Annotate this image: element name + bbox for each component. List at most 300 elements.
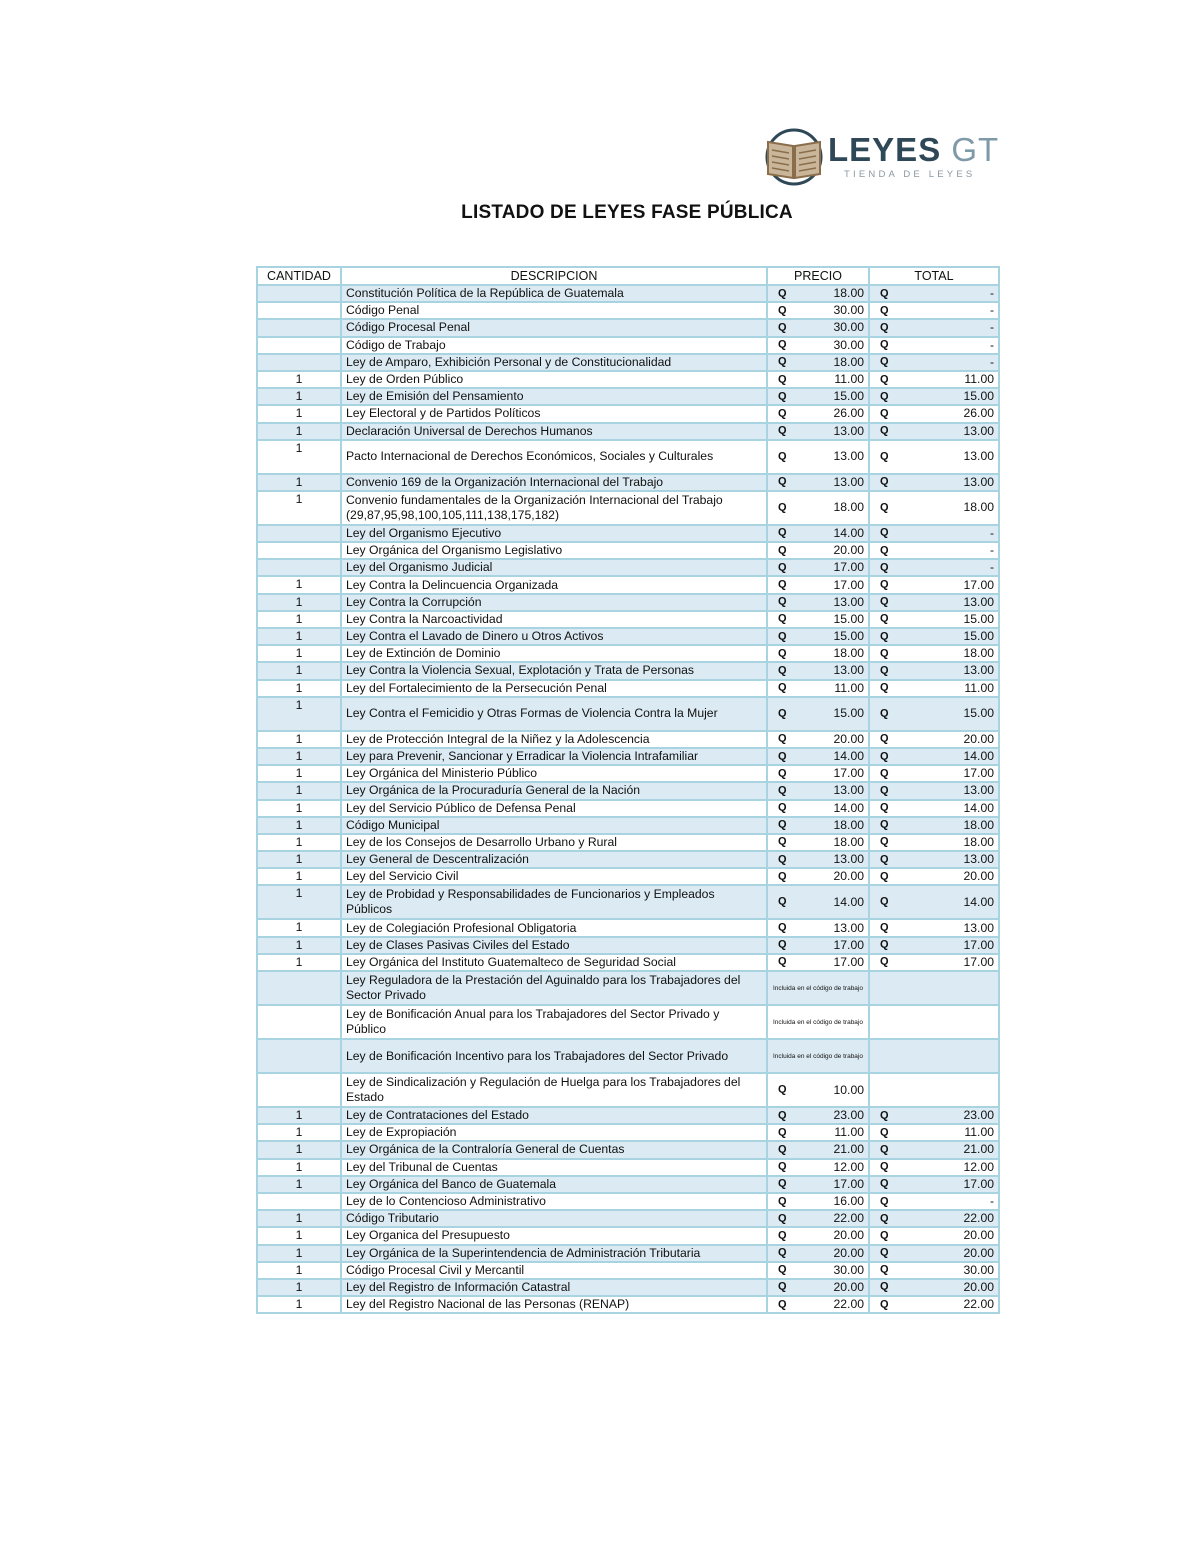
total-cell	[869, 697, 999, 731]
table-row	[257, 748, 999, 765]
description-cell: Ley del Fortalecimiento de la Persecución Penal	[341, 680, 767, 697]
total-cell	[869, 1124, 999, 1141]
quantity-cell: 1	[257, 405, 341, 422]
price-cell	[767, 525, 869, 542]
total-cell-value: 17.00	[963, 954, 994, 969]
price-cell-value: 30.00	[833, 1262, 864, 1277]
total-cell-value: 26.00	[963, 406, 994, 421]
total-cell-value: -	[989, 1194, 994, 1209]
total-cell-value: 18.00	[963, 817, 994, 832]
total-cell	[869, 937, 999, 954]
quantity-cell: 1	[257, 680, 341, 697]
price-cell-value: 20.00	[833, 1228, 864, 1243]
price-cell-value: 14.00	[833, 749, 864, 764]
currency-symbol: Q	[778, 407, 787, 420]
description-cell: Ley Contra la Narcoactividad	[341, 611, 767, 628]
quantity-cell: 1	[257, 662, 341, 679]
quantity-cell: 1	[257, 1210, 341, 1227]
quantity-cell	[257, 319, 341, 336]
table-row	[257, 1227, 999, 1244]
price-cell	[767, 680, 869, 697]
total-cell-value: 13.00	[963, 449, 994, 464]
total-cell-value: 18.00	[963, 646, 994, 661]
total-cell-value: 11.00	[964, 680, 994, 695]
total-cell-value: 14.00	[963, 749, 994, 764]
description-cell: Convenio fundamentales de la Organización Internacional del Trabajo (29,87,95,98,100,105,111,138,175,182)	[341, 491, 767, 525]
table-row	[257, 919, 999, 936]
description-cell: Ley Reguladora de la Prestación del Aguinaldo para los Trabajadores del Sector Privado	[341, 971, 767, 1005]
table-row	[257, 662, 999, 679]
currency-symbol: Q	[778, 1143, 787, 1156]
currency-symbol: Q	[778, 818, 787, 831]
currency-symbol: Q	[880, 921, 889, 934]
price-cell	[767, 748, 869, 765]
price-cell-value: 13.00	[833, 474, 864, 489]
currency-symbol: Q	[880, 938, 889, 951]
quantity-cell: 1	[257, 1227, 341, 1244]
total-cell-value: -	[989, 354, 994, 369]
price-cell	[767, 1210, 869, 1227]
currency-symbol: Q	[880, 287, 889, 300]
currency-symbol: Q	[880, 578, 889, 591]
total-cell	[869, 559, 999, 576]
description-cell: Ley Contra el Lavado de Dinero u Otros Activos	[341, 628, 767, 645]
currency-symbol: Q	[880, 355, 889, 368]
total-cell	[869, 1005, 999, 1039]
price-cell-value: 21.00	[833, 1142, 864, 1157]
currency-symbol: Q	[778, 1280, 787, 1293]
open-book-icon	[762, 128, 826, 186]
price-cell-value: 17.00	[833, 766, 864, 781]
currency-symbol: Q	[880, 373, 889, 386]
currency-symbol: Q	[880, 1246, 889, 1259]
currency-symbol: Q	[880, 784, 889, 797]
total-cell	[869, 1296, 999, 1313]
price-cell-value: 11.00	[834, 1125, 864, 1140]
currency-symbol: Q	[880, 1212, 889, 1225]
description-cell: Pacto Internacional de Derechos Económicos, Sociales y Culturales	[341, 440, 767, 474]
table-row	[257, 1005, 999, 1039]
total-cell-value: -	[989, 286, 994, 301]
quantity-cell	[257, 1039, 341, 1073]
currency-symbol: Q	[778, 1246, 787, 1259]
quantity-cell: 1	[257, 1279, 341, 1296]
table-row	[257, 371, 999, 388]
table-row	[257, 388, 999, 405]
description-cell: Ley Orgánica del Instituto Guatemalteco de Seguridad Social	[341, 954, 767, 971]
quantity-cell: 1	[257, 491, 341, 525]
price-cell	[767, 576, 869, 593]
price-cell	[767, 559, 869, 576]
table-row	[257, 542, 999, 559]
total-cell	[869, 285, 999, 302]
total-cell	[869, 662, 999, 679]
currency-symbol: Q	[880, 853, 889, 866]
total-cell	[869, 1245, 999, 1262]
currency-symbol: Q	[880, 1126, 889, 1139]
table-row	[257, 1039, 999, 1073]
description-cell: Ley Orgánica de la Contraloría General de Cuentas	[341, 1141, 767, 1158]
total-cell	[869, 1039, 999, 1073]
currency-symbol: Q	[880, 750, 889, 763]
price-cell	[767, 319, 869, 336]
table-row	[257, 440, 999, 474]
price-cell	[767, 1262, 869, 1279]
description-cell: Ley del Organismo Judicial	[341, 559, 767, 576]
description-cell: Declaración Universal de Derechos Humanos	[341, 423, 767, 440]
currency-symbol: Q	[880, 475, 889, 488]
price-cell-value: 13.00	[833, 783, 864, 798]
table-row	[257, 765, 999, 782]
total-cell-value: -	[989, 320, 994, 335]
quantity-cell	[257, 1193, 341, 1210]
price-cell-value: 11.00	[834, 372, 864, 387]
currency-symbol: Q	[778, 921, 787, 934]
currency-symbol: Q	[778, 544, 787, 557]
currency-symbol: Q	[880, 1143, 889, 1156]
description-cell: Ley Contra la Delincuencia Organizada	[341, 576, 767, 593]
total-cell	[869, 1176, 999, 1193]
currency-symbol: Q	[778, 424, 787, 437]
currency-symbol: Q	[778, 835, 787, 848]
description-cell: Ley de Extinción de Dominio	[341, 645, 767, 662]
currency-symbol: Q	[778, 955, 787, 968]
price-note-cell: Incluida en el código de trabajo	[767, 1005, 869, 1039]
currency-symbol: Q	[778, 578, 787, 591]
currency-symbol: Q	[880, 424, 889, 437]
price-cell-value: 10.00	[833, 1082, 864, 1097]
currency-symbol: Q	[880, 450, 889, 463]
currency-symbol: Q	[880, 544, 889, 557]
description-cell: Ley de Contrataciones del Estado	[341, 1107, 767, 1124]
total-cell	[869, 423, 999, 440]
price-cell	[767, 628, 869, 645]
price-cell	[767, 594, 869, 611]
price-cell	[767, 337, 869, 354]
currency-symbol: Q	[778, 526, 787, 539]
price-cell-value: 13.00	[833, 449, 864, 464]
total-cell	[869, 765, 999, 782]
total-cell-value: 18.00	[963, 834, 994, 849]
price-cell	[767, 937, 869, 954]
currency-symbol: Q	[880, 664, 889, 677]
table-row	[257, 697, 999, 731]
table-row	[257, 1176, 999, 1193]
table-row	[257, 954, 999, 971]
currency-symbol: Q	[880, 304, 889, 317]
currency-symbol: Q	[880, 1263, 889, 1276]
price-cell-value: 13.00	[833, 852, 864, 867]
price-cell	[767, 919, 869, 936]
column-header-total: TOTAL	[869, 267, 999, 285]
quantity-cell: 1	[257, 782, 341, 799]
description-cell: Ley de Bonificación Anual para los Trabajadores del Sector Privado y Público	[341, 1005, 767, 1039]
total-cell-value: 14.00	[963, 894, 994, 909]
quantity-cell: 1	[257, 1124, 341, 1141]
total-cell-value: 20.00	[963, 869, 994, 884]
currency-symbol: Q	[778, 1109, 787, 1122]
quantity-cell: 1	[257, 697, 341, 731]
total-cell	[869, 680, 999, 697]
table-row	[257, 1073, 999, 1107]
total-cell-value: 13.00	[963, 474, 994, 489]
price-cell	[767, 388, 869, 405]
quantity-cell: 1	[257, 1245, 341, 1262]
table-row	[257, 423, 999, 440]
price-cell-value: 15.00	[833, 706, 864, 721]
currency-symbol: Q	[880, 955, 889, 968]
table-row	[257, 731, 999, 748]
quantity-cell	[257, 971, 341, 1005]
table-header-row	[257, 267, 999, 285]
description-cell: Ley del Servicio Público de Defensa Penal	[341, 800, 767, 817]
price-cell	[767, 423, 869, 440]
total-cell-value: 11.00	[964, 1125, 994, 1140]
price-note-cell: Incluida en el código de trabajo	[767, 971, 869, 1005]
price-cell	[767, 1107, 869, 1124]
total-cell	[869, 817, 999, 834]
currency-symbol: Q	[778, 1298, 787, 1311]
quantity-cell: 1	[257, 1159, 341, 1176]
price-cell-value: 15.00	[833, 611, 864, 626]
currency-symbol: Q	[778, 630, 787, 643]
logo-brand-accent: GT	[951, 131, 1000, 168]
currency-symbol: Q	[778, 1263, 787, 1276]
quantity-cell	[257, 354, 341, 371]
description-cell: Ley del Organismo Ejecutivo	[341, 525, 767, 542]
description-cell: Ley Orgánica del Organismo Legislativo	[341, 542, 767, 559]
price-cell-value: 30.00	[833, 303, 864, 318]
description-cell: Ley General de Descentralización	[341, 851, 767, 868]
quantity-cell	[257, 302, 341, 319]
currency-symbol: Q	[778, 501, 787, 514]
price-cell	[767, 1073, 869, 1107]
total-cell	[869, 1141, 999, 1158]
price-cell	[767, 834, 869, 851]
price-cell-value: 15.00	[833, 629, 864, 644]
total-cell-value: 13.00	[963, 783, 994, 798]
currency-symbol: Q	[778, 475, 787, 488]
total-cell-value: 20.00	[963, 1245, 994, 1260]
price-cell-value: 23.00	[833, 1108, 864, 1123]
description-cell: Ley del Registro Nacional de las Personas (RENAP)	[341, 1296, 767, 1313]
currency-symbol: Q	[778, 561, 787, 574]
total-cell-value: 17.00	[963, 937, 994, 952]
description-cell: Ley de los Consejos de Desarrollo Urbano y Rural	[341, 834, 767, 851]
total-cell-value: -	[989, 337, 994, 352]
price-cell-value: 14.00	[833, 800, 864, 815]
currency-symbol: Q	[778, 1229, 787, 1242]
price-cell-value: 20.00	[833, 869, 864, 884]
total-cell-value: 17.00	[963, 1176, 994, 1191]
total-cell-value: 13.00	[963, 920, 994, 935]
total-cell	[869, 491, 999, 525]
price-cell-value: 22.00	[833, 1211, 864, 1226]
total-cell	[869, 440, 999, 474]
currency-symbol: Q	[880, 1298, 889, 1311]
currency-symbol: Q	[880, 818, 889, 831]
currency-symbol: Q	[778, 1177, 787, 1190]
total-cell	[869, 1279, 999, 1296]
total-cell	[869, 1073, 999, 1107]
quantity-cell: 1	[257, 868, 341, 885]
total-cell	[869, 834, 999, 851]
currency-symbol: Q	[778, 707, 787, 720]
price-cell	[767, 885, 869, 919]
price-cell	[767, 491, 869, 525]
description-cell: Ley Orgánica de la Procuraduría General de la Nación	[341, 782, 767, 799]
logo-tagline: TIENDA DE LEYES	[844, 169, 976, 180]
total-cell	[869, 748, 999, 765]
currency-symbol: Q	[778, 450, 787, 463]
table-row	[257, 302, 999, 319]
quantity-cell: 1	[257, 748, 341, 765]
description-cell: Ley de Protección Integral de la Niñez y la Adolescencia	[341, 731, 767, 748]
leyes-gt-logo	[762, 128, 1000, 186]
price-cell	[767, 1227, 869, 1244]
price-cell-value: 13.00	[833, 663, 864, 678]
total-cell	[869, 782, 999, 799]
description-cell: Ley Electoral y de Partidos Políticos	[341, 405, 767, 422]
description-cell: Ley para Prevenir, Sancionar y Erradicar la Violencia Intrafamiliar	[341, 748, 767, 765]
description-cell: Código Penal	[341, 302, 767, 319]
total-cell	[869, 851, 999, 868]
currency-symbol: Q	[778, 784, 787, 797]
description-cell: Ley de Orden Público	[341, 371, 767, 388]
total-cell	[869, 337, 999, 354]
total-cell	[869, 628, 999, 645]
price-cell	[767, 868, 869, 885]
price-cell	[767, 1176, 869, 1193]
price-cell-value: 18.00	[833, 646, 864, 661]
price-cell-value: 20.00	[833, 731, 864, 746]
price-cell	[767, 1193, 869, 1210]
description-cell: Ley Contra la Corrupción	[341, 594, 767, 611]
currency-symbol: Q	[778, 664, 787, 677]
quantity-cell: 1	[257, 1262, 341, 1279]
total-cell	[869, 594, 999, 611]
price-cell-value: 16.00	[833, 1194, 864, 1209]
total-cell	[869, 371, 999, 388]
total-cell-value: 13.00	[963, 423, 994, 438]
price-cell	[767, 1141, 869, 1158]
table-row	[257, 834, 999, 851]
price-cell-value: 11.00	[834, 680, 864, 695]
price-cell-value: 13.00	[833, 594, 864, 609]
description-cell: Ley del Servicio Civil	[341, 868, 767, 885]
table-row	[257, 611, 999, 628]
currency-symbol: Q	[778, 750, 787, 763]
total-cell-value: 22.00	[963, 1297, 994, 1312]
currency-symbol: Q	[880, 338, 889, 351]
total-cell-value: 12.00	[963, 1159, 994, 1174]
total-cell-value: -	[989, 560, 994, 575]
quantity-cell	[257, 285, 341, 302]
description-cell: Constitución Política de la República de Guatemala	[341, 285, 767, 302]
price-cell	[767, 645, 869, 662]
quantity-cell: 1	[257, 611, 341, 628]
price-cell-value: 20.00	[833, 543, 864, 558]
currency-symbol: Q	[880, 895, 889, 908]
description-cell: Ley Organica del Presupuesto	[341, 1227, 767, 1244]
quantity-cell	[257, 542, 341, 559]
currency-symbol: Q	[778, 767, 787, 780]
total-cell	[869, 319, 999, 336]
total-cell-value: 22.00	[963, 1211, 994, 1226]
currency-symbol: Q	[880, 801, 889, 814]
total-cell	[869, 731, 999, 748]
quantity-cell: 1	[257, 851, 341, 868]
table-row	[257, 354, 999, 371]
total-cell-value: 15.00	[963, 629, 994, 644]
currency-symbol: Q	[778, 870, 787, 883]
price-cell	[767, 542, 869, 559]
currency-symbol: Q	[880, 630, 889, 643]
currency-symbol: Q	[778, 355, 787, 368]
price-cell	[767, 782, 869, 799]
description-cell: Ley de Expropiación	[341, 1124, 767, 1141]
description-cell: Ley de Probidad y Responsabilidades de Funcionarios y Empleados Públicos	[341, 885, 767, 919]
price-cell-value: 22.00	[833, 1297, 864, 1312]
quantity-cell: 1	[257, 371, 341, 388]
description-cell: Ley del Tribunal de Cuentas	[341, 1159, 767, 1176]
total-cell-value: 14.00	[963, 800, 994, 815]
quantity-cell: 1	[257, 1107, 341, 1124]
currency-symbol: Q	[778, 801, 787, 814]
total-cell	[869, 1159, 999, 1176]
price-cell-value: 13.00	[833, 920, 864, 935]
price-cell	[767, 662, 869, 679]
total-cell-value: 15.00	[963, 611, 994, 626]
currency-symbol: Q	[778, 938, 787, 951]
currency-symbol: Q	[778, 304, 787, 317]
total-cell	[869, 405, 999, 422]
description-cell: Ley de Sindicalización y Regulación de Huelga para los Trabajadores del Estado	[341, 1073, 767, 1107]
price-cell-value: 18.00	[833, 817, 864, 832]
total-cell-value: 30.00	[963, 1262, 994, 1277]
quantity-cell	[257, 1005, 341, 1039]
price-cell-value: 12.00	[833, 1159, 864, 1174]
currency-symbol: Q	[880, 612, 889, 625]
description-cell: Ley de Bonificación Incentivo para los Trabajadores del Sector Privado	[341, 1039, 767, 1073]
price-cell	[767, 405, 869, 422]
currency-symbol: Q	[778, 338, 787, 351]
price-cell	[767, 817, 869, 834]
price-cell-value: 17.00	[833, 1176, 864, 1191]
currency-symbol: Q	[880, 1177, 889, 1190]
total-cell-value: 23.00	[963, 1108, 994, 1123]
currency-symbol: Q	[778, 853, 787, 866]
description-cell: Ley del Registro de Información Catastral	[341, 1279, 767, 1296]
currency-symbol: Q	[880, 647, 889, 660]
price-cell	[767, 1245, 869, 1262]
price-cell-value: 30.00	[833, 337, 864, 352]
total-cell-value: 13.00	[963, 663, 994, 678]
price-cell-value: 17.00	[833, 954, 864, 969]
price-cell-value: 14.00	[833, 525, 864, 540]
currency-symbol: Q	[778, 647, 787, 660]
total-cell-value: 17.00	[963, 577, 994, 592]
price-cell	[767, 1159, 869, 1176]
total-cell-value: 18.00	[963, 500, 994, 515]
currency-symbol: Q	[880, 1280, 889, 1293]
table-row	[257, 525, 999, 542]
table-row	[257, 1124, 999, 1141]
table-row	[257, 800, 999, 817]
total-cell	[869, 542, 999, 559]
currency-symbol: Q	[778, 895, 787, 908]
quantity-cell: 1	[257, 834, 341, 851]
